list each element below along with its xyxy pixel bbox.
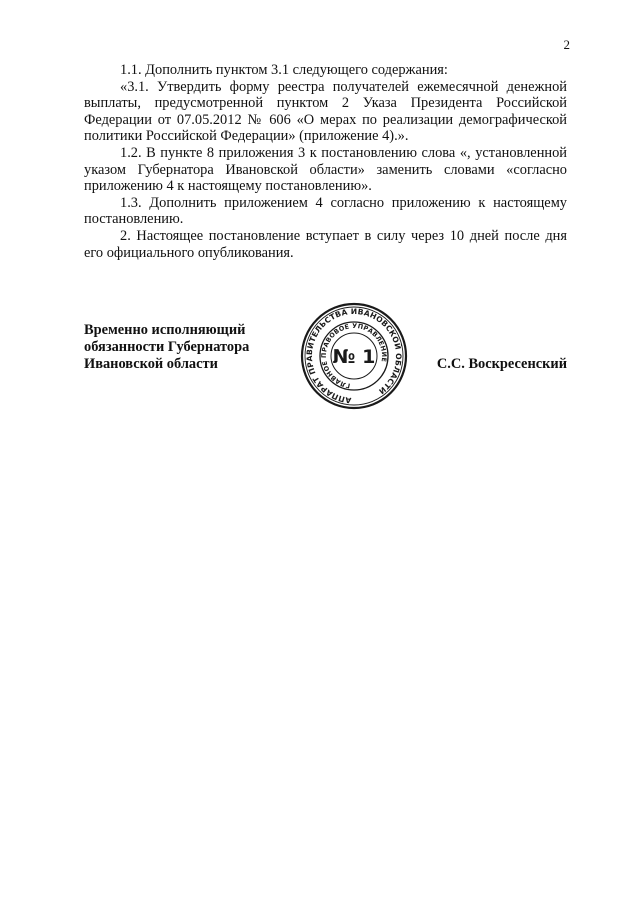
official-seal-stamp (296, 300, 412, 412)
paragraph-3-1-quote: «3.1. Утвердить форму реестра получателей ежемесячной денежной выплаты, предусмотренной пунктом 2 Указа Президента Российской Федерации от 07.05.2012 № 606 «О мерах по реализации демографической политики Российской Федерации» (приложение 4).». (84, 78, 567, 145)
page-number: 2 (563, 37, 570, 52)
signatory-name: С.С. Воскресенский (436, 356, 567, 372)
signature-block (84, 300, 567, 410)
signatory-title-line: Ивановской области (84, 356, 218, 372)
stamp-outer-text: АППАРАТ ПРАВИТЕЛЬСТВА ИВАНОВСКОЙ ОБЛАСТИ (304, 306, 404, 405)
stamp-number: № 1 (332, 346, 376, 368)
signatory-title (84, 322, 249, 373)
document-body (84, 62, 567, 261)
signatory-title-line: обязанности Губернатора (84, 339, 250, 355)
paragraph-1-1: 1.1. Дополнить пунктом 3.1 следующего содержания: (120, 62, 448, 78)
paragraph-1-2: 1.2. В пункте 8 приложения 3 к постановлению слова «, установленной указом Губернатора Ивановской области» заменить словами «согласно приложению 4 к настоящему постановлению». (84, 144, 567, 195)
signatory-title-line: Временно исполняющий (84, 322, 246, 338)
stamp-inner-text: ГЛАВНОЕ ПРАВОВОЕ УПРАВЛЕНИЕ (319, 321, 389, 390)
paragraph-1-3: 1.3. Дополнить приложением 4 согласно приложению к настоящему постановлению. (84, 194, 567, 228)
paragraph-2: 2. Настоящее постановление вступает в силу через 10 дней после дня его официального опубликования. (84, 227, 567, 261)
